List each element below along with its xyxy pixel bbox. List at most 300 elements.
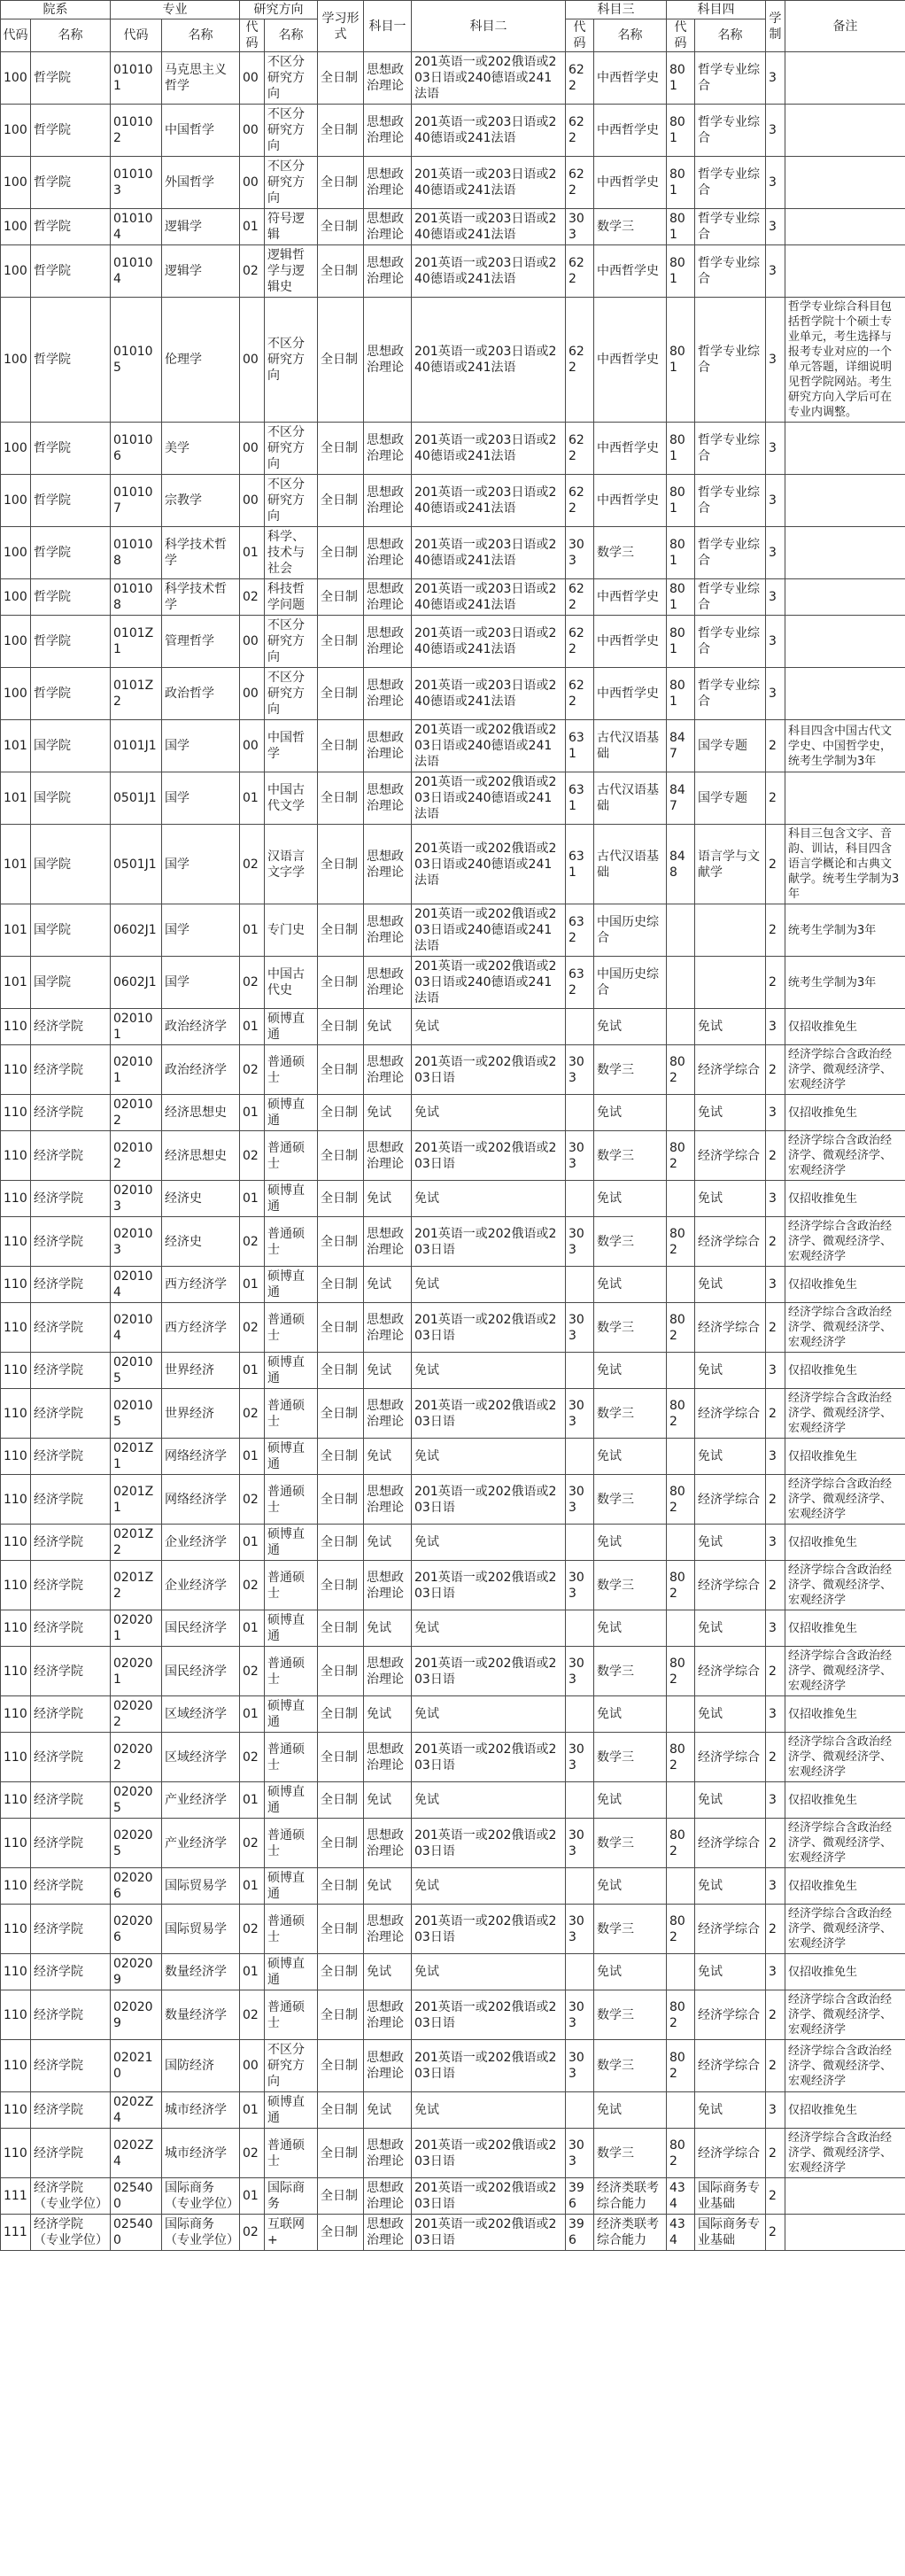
- dept-code-cell: 101: [1, 957, 31, 1009]
- subject2-cell: 201英语一或202俄语或203日语: [412, 1131, 566, 1181]
- remarks-cell: 仅招收推免生: [785, 1095, 905, 1131]
- direction-name-cell: 硕博直通: [265, 1868, 318, 1905]
- years-cell: 3: [766, 475, 785, 527]
- subject3-name-cell: 免试: [594, 1009, 667, 1045]
- subject3-name-cell: 免试: [594, 1095, 667, 1131]
- direction-name-cell: 普通硕士: [265, 1303, 318, 1353]
- direction-code-cell: 01: [240, 1353, 265, 1389]
- subject4-name-cell: 免试: [695, 1868, 766, 1905]
- major-name-cell: 政治经济学: [162, 1045, 240, 1095]
- subject2-cell: 201英语一或202俄语或203日语: [412, 1647, 566, 1696]
- subject1-cell: 思想政治理论: [364, 1389, 412, 1439]
- major-code-cell: 0602J1: [111, 904, 162, 957]
- dept-name-cell: 哲学院: [31, 579, 111, 616]
- major-code-cell: 0201Z2: [111, 1525, 162, 1561]
- study-mode-cell: 全日制: [318, 1303, 364, 1353]
- remarks-cell: 仅招收推免生: [785, 1439, 905, 1475]
- subject1-cell: 思想政治理论: [364, 1303, 412, 1353]
- dept-name-cell: 经济学院: [31, 1439, 111, 1475]
- subject3-code-cell: [566, 2092, 594, 2129]
- remarks-cell: 仅招收推免生: [785, 1353, 905, 1389]
- subject3-name-cell: 中国历史综合: [594, 957, 667, 1009]
- subject4-code-cell: 802: [667, 1819, 695, 1868]
- study-mode-cell: 全日制: [318, 527, 364, 579]
- dept-name-cell: 经济学院: [31, 1353, 111, 1389]
- remarks-cell: 科目三包含文字、音韵、训诂，科目四含语言学概论和古典文献学。统考生学制为3年: [785, 825, 905, 904]
- dept-name-cell: 国学院: [31, 904, 111, 957]
- direction-code-cell: 00: [240, 52, 265, 105]
- dept-name-cell: 哲学院: [31, 245, 111, 298]
- subject4-code-cell: [667, 2092, 695, 2129]
- dept-name-cell: 经济学院: [31, 1303, 111, 1353]
- subject1-cell: 思想政治理论: [364, 957, 412, 1009]
- years-cell: 3: [766, 527, 785, 579]
- table-row: [1, 579, 905, 616]
- subject4-name-cell: 哲学专业综合: [695, 157, 766, 209]
- years-cell: 3: [766, 1267, 785, 1303]
- subject4-code-cell: 802: [667, 1217, 695, 1267]
- major-name-cell: 国民经济学: [162, 1610, 240, 1647]
- direction-code-cell: 02: [240, 957, 265, 1009]
- remarks-cell: 经济学综合含政治经济学、微观经济学、宏观经济学: [785, 1217, 905, 1267]
- direction-name-cell: 国际商务: [265, 2178, 318, 2215]
- dept-code-cell: 110: [1, 1353, 31, 1389]
- major-code-cell: 010104: [111, 245, 162, 298]
- subject3-code-cell: 303: [566, 1475, 594, 1525]
- subject3-code-cell: 622: [566, 105, 594, 157]
- subject4-name-cell: 免试: [695, 1610, 766, 1647]
- subject4-code-cell: 848: [667, 825, 695, 904]
- direction-code-cell: 02: [240, 2215, 265, 2251]
- major-name-cell: 产业经济学: [162, 1782, 240, 1819]
- major-name-cell: 伦理学: [162, 298, 240, 423]
- subject3-name-cell: 数学三: [594, 2040, 667, 2092]
- dept-name-cell: 哲学院: [31, 157, 111, 209]
- subject2-cell: 201英语一或202俄语或203日语: [412, 1217, 566, 1267]
- subject2-cell: 201英语一或202俄语或203日语或240德语或241法语: [412, 904, 566, 957]
- dept-name-cell: 经济学院: [31, 1696, 111, 1733]
- subject1-cell: 思想政治理论: [364, 527, 412, 579]
- subject4-name-cell: 哲学专业综合: [695, 209, 766, 245]
- major-code-cell: 020202: [111, 1696, 162, 1733]
- subject3-code-cell: [566, 1525, 594, 1561]
- subject1-cell: 免试: [364, 1353, 412, 1389]
- subject1-cell: 思想政治理论: [364, 245, 412, 298]
- subject2-cell: 201英语一或203日语或240德语或241法语: [412, 668, 566, 720]
- subject3-code-cell: 303: [566, 1131, 594, 1181]
- dept-name-cell: 经济学院: [31, 1819, 111, 1868]
- subject4-name-cell: 哲学专业综合: [695, 245, 766, 298]
- table-row: [1, 2092, 905, 2129]
- study-mode-cell: 全日制: [318, 2040, 364, 2092]
- study-mode-cell: 全日制: [318, 1389, 364, 1439]
- major-code-cell: 0202Z4: [111, 2129, 162, 2178]
- subject4-code-cell: 802: [667, 1045, 695, 1095]
- dept-name-cell: 经济学院: [31, 1990, 111, 2040]
- table-row: [1, 2215, 905, 2251]
- remarks-cell: 仅招收推免生: [785, 2092, 905, 2129]
- remarks-cell: 哲学专业综合科目包括哲学院十个硕士专业单元，考生选择与报考专业对应的一个单元答题，详细说明见哲学院网站。考生研究方向入学后可在专业内调整。: [785, 298, 905, 423]
- subject3-name-cell: 中西哲学史: [594, 423, 667, 475]
- subject1-cell: 思想政治理论: [364, 2215, 412, 2251]
- subject4-code-cell: [667, 1782, 695, 1819]
- study-mode-cell: 全日制: [318, 904, 364, 957]
- subject4-code-cell: 801: [667, 668, 695, 720]
- direction-code-cell: 02: [240, 245, 265, 298]
- years-cell: 2: [766, 772, 785, 825]
- subject4-code-cell: [667, 1267, 695, 1303]
- years-cell: 3: [766, 1525, 785, 1561]
- subject2-cell: 免试: [412, 2092, 566, 2129]
- dept-code-cell: 100: [1, 245, 31, 298]
- direction-name-cell: 汉语言文字学: [265, 825, 318, 904]
- table-row: [1, 2129, 905, 2178]
- subject4-code-cell: 802: [667, 1389, 695, 1439]
- direction-name-cell: 硕博直通: [265, 1439, 318, 1475]
- dept-name-cell: 经济学院: [31, 1181, 111, 1217]
- subject1-cell: 思想政治理论: [364, 2129, 412, 2178]
- study-mode-cell: 全日制: [318, 1475, 364, 1525]
- remarks-cell: 科目四含中国古代文学史、中国哲学史，统考生学制为3年: [785, 720, 905, 772]
- direction-name-cell: 科学、技术与社会: [265, 527, 318, 579]
- subject3-name-cell: 数学三: [594, 1303, 667, 1353]
- table-row: [1, 825, 905, 904]
- header-dept-code: 代码: [1, 19, 31, 52]
- direction-code-cell: 01: [240, 1095, 265, 1131]
- direction-code-cell: 01: [240, 1267, 265, 1303]
- direction-code-cell: 00: [240, 298, 265, 423]
- major-name-cell: 世界经济: [162, 1353, 240, 1389]
- major-code-cell: 0201Z1: [111, 1475, 162, 1525]
- major-name-cell: 国学: [162, 825, 240, 904]
- subject4-name-cell: 经济学综合: [695, 1647, 766, 1696]
- subject4-code-cell: [667, 1181, 695, 1217]
- major-name-cell: 经济史: [162, 1181, 240, 1217]
- subject3-name-cell: 免试: [594, 1954, 667, 1990]
- subject2-cell: 201英语一或203日语或240德语或241法语: [412, 579, 566, 616]
- subject4-name-cell: 国际商务专业基础: [695, 2215, 766, 2251]
- header-major-name: 名称: [162, 19, 240, 52]
- table-row: [1, 1905, 905, 1954]
- years-cell: 3: [766, 105, 785, 157]
- subject3-code-cell: 622: [566, 157, 594, 209]
- table-row: [1, 2178, 905, 2215]
- subject3-name-cell: 数学三: [594, 527, 667, 579]
- subject4-code-cell: 802: [667, 1475, 695, 1525]
- direction-code-cell: 01: [240, 1009, 265, 1045]
- direction-name-cell: 普通硕士: [265, 1475, 318, 1525]
- study-mode-cell: 全日制: [318, 579, 364, 616]
- subject2-cell: 201英语一或202俄语或203日语: [412, 2040, 566, 2092]
- subject1-cell: 思想政治理论: [364, 157, 412, 209]
- years-cell: 2: [766, 1217, 785, 1267]
- dept-name-cell: 经济学院: [31, 1525, 111, 1561]
- subject3-name-cell: 数学三: [594, 1819, 667, 1868]
- remarks-cell: 经济学综合含政治经济学、微观经济学、宏观经济学: [785, 1733, 905, 1782]
- subject3-name-cell: 免试: [594, 1181, 667, 1217]
- subject4-name-cell: 语言学与文献学: [695, 825, 766, 904]
- subject2-cell: 201英语一或203日语或240德语或241法语: [412, 245, 566, 298]
- subject3-code-cell: 622: [566, 579, 594, 616]
- subject4-code-cell: 802: [667, 1733, 695, 1782]
- direction-name-cell: 不区分研究方向: [265, 668, 318, 720]
- dept-name-cell: 国学院: [31, 720, 111, 772]
- direction-name-cell: 不区分研究方向: [265, 616, 318, 668]
- subject3-name-cell: 数学三: [594, 1131, 667, 1181]
- subject3-name-cell: 经济类联考综合能力: [594, 2178, 667, 2215]
- direction-name-cell: 中国古代文学: [265, 772, 318, 825]
- table-row: [1, 957, 905, 1009]
- subject1-cell: 思想政治理论: [364, 423, 412, 475]
- direction-code-cell: 01: [240, 1525, 265, 1561]
- years-cell: 3: [766, 1868, 785, 1905]
- subject1-cell: 免试: [364, 1782, 412, 1819]
- dept-code-cell: 100: [1, 157, 31, 209]
- subject2-cell: 201英语一或202俄语或203日语: [412, 1733, 566, 1782]
- subject3-code-cell: 303: [566, 1561, 594, 1610]
- subject3-name-cell: 数学三: [594, 209, 667, 245]
- subject3-name-cell: 中西哲学史: [594, 245, 667, 298]
- table-row: [1, 616, 905, 668]
- subject4-code-cell: 802: [667, 1990, 695, 2040]
- years-cell: 3: [766, 1353, 785, 1389]
- subject2-cell: 免试: [412, 1181, 566, 1217]
- dept-code-cell: 100: [1, 105, 31, 157]
- remarks-cell: 仅招收推免生: [785, 1267, 905, 1303]
- subject2-cell: 201英语一或202俄语或203日语或240德语或241法语: [412, 720, 566, 772]
- subject3-name-cell: 古代汉语基础: [594, 720, 667, 772]
- table-row: [1, 527, 905, 579]
- major-name-cell: 国际商务（专业学位）: [162, 2178, 240, 2215]
- remarks-cell: [785, 772, 905, 825]
- dept-code-cell: 101: [1, 904, 31, 957]
- table-row: [1, 1353, 905, 1389]
- subject2-cell: 201英语一或202俄语或203日语: [412, 1905, 566, 1954]
- subject3-name-cell: 免试: [594, 1353, 667, 1389]
- remarks-cell: 经济学综合含政治经济学、微观经济学、宏观经济学: [785, 1647, 905, 1696]
- years-cell: 2: [766, 2040, 785, 2092]
- years-cell: 3: [766, 157, 785, 209]
- remarks-cell: 经济学综合含政治经济学、微观经济学、宏观经济学: [785, 1990, 905, 2040]
- subject1-cell: 思想政治理论: [364, 52, 412, 105]
- subject4-name-cell: [695, 957, 766, 1009]
- remarks-cell: 仅招收推免生: [785, 1525, 905, 1561]
- header-direction-group: 研究方向: [240, 1, 318, 19]
- direction-name-cell: 不区分研究方向: [265, 105, 318, 157]
- direction-name-cell: 硕博直通: [265, 1782, 318, 1819]
- remarks-cell: [785, 52, 905, 105]
- direction-code-cell: 02: [240, 1990, 265, 2040]
- remarks-cell: 经济学综合含政治经济学、微观经济学、宏观经济学: [785, 2040, 905, 2092]
- subject1-cell: 思想政治理论: [364, 1819, 412, 1868]
- major-name-cell: 国学: [162, 720, 240, 772]
- subject4-code-cell: 801: [667, 527, 695, 579]
- subject2-cell: 201英语一或202俄语或203日语: [412, 1303, 566, 1353]
- table-row: [1, 720, 905, 772]
- years-cell: 3: [766, 579, 785, 616]
- subject2-cell: 201英语一或203日语或240德语或241法语: [412, 105, 566, 157]
- dept-code-cell: 100: [1, 423, 31, 475]
- subject1-cell: 免试: [364, 1868, 412, 1905]
- direction-name-cell: 普通硕士: [265, 1990, 318, 2040]
- subject2-cell: 免试: [412, 1439, 566, 1475]
- dept-name-cell: 哲学院: [31, 668, 111, 720]
- years-cell: 3: [766, 1009, 785, 1045]
- subject1-cell: 免试: [364, 1181, 412, 1217]
- subject3-name-cell: 数学三: [594, 1733, 667, 1782]
- direction-code-cell: 02: [240, 1389, 265, 1439]
- major-code-cell: 020103: [111, 1217, 162, 1267]
- major-code-cell: 020206: [111, 1905, 162, 1954]
- study-mode-cell: 全日制: [318, 2215, 364, 2251]
- major-code-cell: 020104: [111, 1267, 162, 1303]
- major-code-cell: 010101: [111, 52, 162, 105]
- subject4-name-cell: 经济学综合: [695, 1990, 766, 2040]
- dept-code-cell: 100: [1, 616, 31, 668]
- subject1-cell: 免试: [364, 1954, 412, 1990]
- subject4-name-cell: 经济学综合: [695, 1819, 766, 1868]
- major-name-cell: 区域经济学: [162, 1733, 240, 1782]
- remarks-cell: [785, 245, 905, 298]
- major-code-cell: 020105: [111, 1353, 162, 1389]
- header-subject4-group: 科目四: [667, 1, 766, 19]
- study-mode-cell: 全日制: [318, 1990, 364, 2040]
- subject3-name-cell: 免试: [594, 2092, 667, 2129]
- subject3-name-cell: 数学三: [594, 1475, 667, 1525]
- major-name-cell: 经济思想史: [162, 1131, 240, 1181]
- study-mode-cell: 全日制: [318, 475, 364, 527]
- dept-code-cell: 110: [1, 1610, 31, 1647]
- subject3-code-cell: 303: [566, 1733, 594, 1782]
- subject4-name-cell: 哲学专业综合: [695, 298, 766, 423]
- table-row: [1, 52, 905, 105]
- subject1-cell: 思想政治理论: [364, 616, 412, 668]
- remarks-cell: 经济学综合含政治经济学、微观经济学、宏观经济学: [785, 1905, 905, 1954]
- subject1-cell: 免试: [364, 1525, 412, 1561]
- dept-name-cell: 哲学院: [31, 52, 111, 105]
- direction-code-cell: 02: [240, 2129, 265, 2178]
- study-mode-cell: 全日制: [318, 298, 364, 423]
- major-name-cell: 区域经济学: [162, 1696, 240, 1733]
- subject4-code-cell: 801: [667, 209, 695, 245]
- subject1-cell: 思想政治理论: [364, 2040, 412, 2092]
- dept-name-cell: 经济学院: [31, 1561, 111, 1610]
- years-cell: 3: [766, 298, 785, 423]
- subject4-name-cell: 经济学综合: [695, 1303, 766, 1353]
- direction-code-cell: 01: [240, 1868, 265, 1905]
- study-mode-cell: 全日制: [318, 1353, 364, 1389]
- years-cell: 3: [766, 616, 785, 668]
- years-cell: 2: [766, 1733, 785, 1782]
- subject4-code-cell: 802: [667, 1561, 695, 1610]
- major-name-cell: 网络经济学: [162, 1439, 240, 1475]
- subject4-code-cell: 801: [667, 475, 695, 527]
- remarks-cell: [785, 157, 905, 209]
- subject2-cell: 201英语一或202俄语或203日语: [412, 2178, 566, 2215]
- subject4-name-cell: 哲学专业综合: [695, 105, 766, 157]
- subject1-cell: 思想政治理论: [364, 298, 412, 423]
- study-mode-cell: 全日制: [318, 1095, 364, 1131]
- table-row: [1, 1782, 905, 1819]
- remarks-cell: 经济学综合含政治经济学、微观经济学、宏观经济学: [785, 1475, 905, 1525]
- remarks-cell: 经济学综合含政治经济学、微观经济学、宏观经济学: [785, 2129, 905, 2178]
- subject1-cell: 思想政治理论: [364, 1561, 412, 1610]
- subject3-code-cell: 631: [566, 720, 594, 772]
- major-name-cell: 企业经济学: [162, 1525, 240, 1561]
- remarks-cell: [785, 616, 905, 668]
- dept-code-cell: 110: [1, 1905, 31, 1954]
- dept-name-cell: 经济学院: [31, 1610, 111, 1647]
- dept-name-cell: 国学院: [31, 825, 111, 904]
- subject4-name-cell: 免试: [695, 1782, 766, 1819]
- dept-name-cell: 经济学院: [31, 1389, 111, 1439]
- dept-name-cell: 国学院: [31, 772, 111, 825]
- table-row: [1, 1217, 905, 1267]
- remarks-cell: 经济学综合含政治经济学、微观经济学、宏观经济学: [785, 1561, 905, 1610]
- dept-name-cell: 哲学院: [31, 423, 111, 475]
- subject3-code-cell: 622: [566, 423, 594, 475]
- subject3-name-cell: 中西哲学史: [594, 52, 667, 105]
- major-name-cell: 西方经济学: [162, 1303, 240, 1353]
- dept-name-cell: 经济学院: [31, 1647, 111, 1696]
- subject2-cell: 免试: [412, 1868, 566, 1905]
- subject4-name-cell: 免试: [695, 1439, 766, 1475]
- subject4-code-cell: [667, 1439, 695, 1475]
- major-name-cell: 西方经济学: [162, 1267, 240, 1303]
- study-mode-cell: 全日制: [318, 1647, 364, 1696]
- study-mode-cell: 全日制: [318, 1009, 364, 1045]
- dept-code-cell: 100: [1, 52, 31, 105]
- subject3-code-cell: 396: [566, 2215, 594, 2251]
- subject4-code-cell: 802: [667, 1131, 695, 1181]
- table-row: [1, 1696, 905, 1733]
- subject3-code-cell: [566, 1610, 594, 1647]
- subject4-name-cell: 哲学专业综合: [695, 579, 766, 616]
- study-mode-cell: 全日制: [318, 105, 364, 157]
- remarks-cell: 仅招收推免生: [785, 1954, 905, 1990]
- major-name-cell: 国际商务（专业学位）: [162, 2215, 240, 2251]
- remarks-cell: 仅招收推免生: [785, 1181, 905, 1217]
- subject1-cell: 思想政治理论: [364, 475, 412, 527]
- subject4-code-cell: [667, 957, 695, 1009]
- subject2-cell: 免试: [412, 1954, 566, 1990]
- subject2-cell: 201英语一或203日语或240德语或241法语: [412, 423, 566, 475]
- dept-code-cell: 100: [1, 298, 31, 423]
- subject3-code-cell: 631: [566, 825, 594, 904]
- subject3-code-cell: 622: [566, 475, 594, 527]
- study-mode-cell: 全日制: [318, 2092, 364, 2129]
- remarks-cell: 统考生学制为3年: [785, 904, 905, 957]
- major-code-cell: 010107: [111, 475, 162, 527]
- study-mode-cell: 全日制: [318, 772, 364, 825]
- dept-name-cell: 经济学院: [31, 1782, 111, 1819]
- dept-code-cell: 101: [1, 720, 31, 772]
- study-mode-cell: 全日制: [318, 1267, 364, 1303]
- subject1-cell: 免试: [364, 1696, 412, 1733]
- subject4-code-cell: [667, 1353, 695, 1389]
- direction-name-cell: 硕博直通: [265, 1267, 318, 1303]
- subject3-name-cell: 中西哲学史: [594, 475, 667, 527]
- header-row-top: [1, 1, 905, 19]
- major-name-cell: 国学: [162, 904, 240, 957]
- subject3-code-cell: 303: [566, 1045, 594, 1095]
- subject4-name-cell: 经济学综合: [695, 1217, 766, 1267]
- subject3-code-cell: 303: [566, 1990, 594, 2040]
- major-code-cell: 0101Z2: [111, 668, 162, 720]
- dept-name-cell: 哲学院: [31, 527, 111, 579]
- subject3-code-cell: [566, 1095, 594, 1131]
- subject3-name-cell: 数学三: [594, 1389, 667, 1439]
